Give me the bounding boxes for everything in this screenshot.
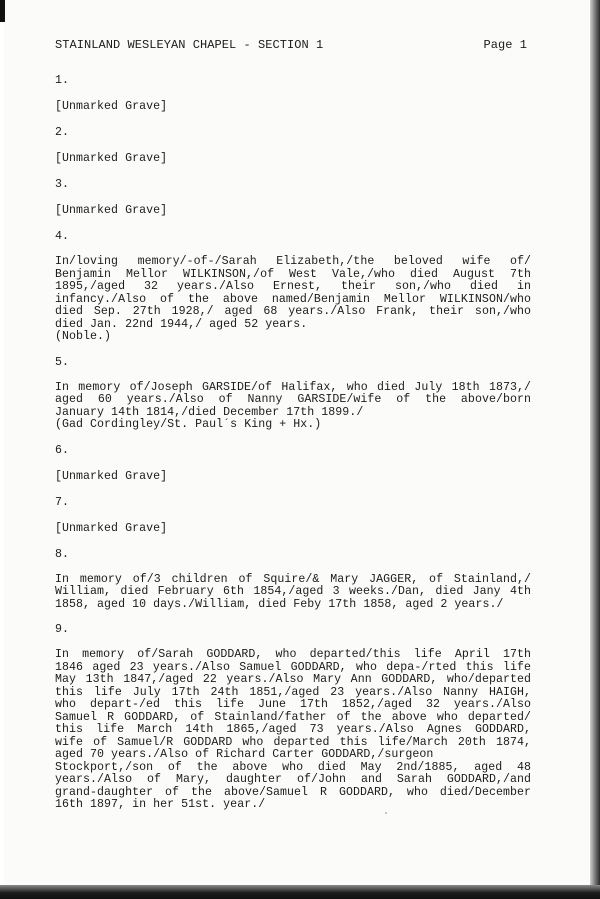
inscription-text bbox=[55, 574, 531, 612]
scan-edge-mark bbox=[0, 0, 5, 22]
inscription-line: May 13th 1847,/aged 22 years./Also Mary Ann GODDARD, who/departed bbox=[55, 673, 531, 686]
inscription-line: Stockport,/son of the above who died May 2nd/1885, aged 48 bbox=[55, 760, 531, 774]
inscription-line: [Unmarked Grave] bbox=[55, 521, 168, 535]
inscription-line: [Unmarked Grave] bbox=[55, 204, 168, 217]
grave-entries bbox=[55, 74, 531, 824]
inscription-text bbox=[55, 256, 531, 344]
inscription-line: died Sep. 27th 1928,/ aged 68 years./Also Frank, their son,/who bbox=[55, 305, 531, 318]
inscription-line: this life March 14th 1865,/aged 73 years./Also Agnes GODDARD, bbox=[55, 723, 531, 736]
inscription-line: grand-daughter of the above/Samuel R GODDARD, who died/December bbox=[55, 785, 531, 799]
inscription-text bbox=[55, 470, 531, 484]
inscription-line: William, died February 6th 1854,/aged 3 weeks./Dan, died Jany 4th bbox=[55, 585, 531, 598]
document-title: STAINLAND WESLEYAN CHAPEL - SECTION 1 bbox=[55, 38, 324, 52]
inscription-line: aged 60 years./Also of Nanny GARSIDE/wife of the above/born bbox=[55, 393, 531, 406]
entry-number: 9. bbox=[55, 623, 70, 636]
entry-number: 4. bbox=[55, 230, 70, 243]
inscription-line: Benjamin Mellor WILKINSON,/of West Vale,/who died August 7th bbox=[55, 267, 531, 281]
inscription-line: infancy./Also of the above named/Benjamin Mellor WILKINSON/who bbox=[55, 292, 531, 306]
right-scan-shadow bbox=[590, 0, 600, 899]
inscription-line: In memory of/Sarah GODDARD, who departed/this life April 17th bbox=[55, 648, 531, 661]
inscription-line: wife of Samuel/R GODDARD who departed this life/March 20th 1874, bbox=[55, 735, 531, 749]
inscription-line: died Jan. 22nd 1944,/ aged 52 years. bbox=[55, 317, 308, 331]
entry-number: 1. bbox=[55, 74, 70, 87]
inscription-line: 1895,/aged 32 years./Also Ernest, their son,/who died in bbox=[55, 280, 531, 293]
inscription-text bbox=[55, 649, 531, 812]
inscription-line: In memory of/3 children of Squire/& Mary JAGGER, of Stainland,/ bbox=[55, 572, 531, 586]
inscription-line: Samuel R GODDARD, of Stainland/father of the above who departed/ bbox=[55, 710, 531, 724]
inscription-text bbox=[55, 100, 531, 114]
inscription-line: aged 70 years./Also of Richard Carter GODDARD,/surgeon bbox=[55, 748, 434, 761]
inscription-line: [Unmarked Grave] bbox=[55, 152, 168, 165]
page-number: Page 1 bbox=[483, 38, 527, 52]
inscription-line: (Gad Cordingley/St. Paul´s King + Hx.) bbox=[55, 418, 322, 431]
inscription-text bbox=[55, 522, 531, 536]
inscription-line: In memory of/Joseph GARSIDE/of Halifax, who died July 18th 1873,/ bbox=[55, 380, 531, 394]
page-header bbox=[55, 38, 527, 54]
inscription-line: 16th 1897, in her 51st. year./ bbox=[55, 798, 266, 811]
inscription-line: this life July 17th 24th 1851,/aged 23 years./Also Nanny HAIGH, bbox=[55, 685, 531, 699]
inscription-line: January 14th 1814,/died December 17th 1899./ bbox=[55, 405, 364, 419]
inscription-text bbox=[55, 382, 531, 432]
inscription-line: 1858, aged 10 days./William, died Feby 17th 1858, aged 2 years./ bbox=[55, 597, 504, 611]
bottom-scan-shadow bbox=[0, 885, 600, 899]
inscription-line: (Noble.) bbox=[55, 330, 112, 343]
entry-number: 3. bbox=[55, 178, 70, 191]
inscription-line: years./Also of Mary, daughter of/John and Sarah GODDARD,/and bbox=[55, 773, 531, 786]
inscription-line: [Unmarked Grave] bbox=[55, 100, 168, 113]
left-margin-edge bbox=[0, 0, 4, 899]
inscription-line: In/loving memory/-of-/Sarah Elizabeth,/the beloved wife of/ bbox=[55, 255, 531, 268]
entry-number: 6. bbox=[55, 443, 70, 457]
inscription-line: 1846 aged 23 years./Also Samuel GODDARD, who depa-/rted this life bbox=[55, 660, 531, 674]
entry-number: 5. bbox=[55, 355, 70, 369]
inscription-text bbox=[55, 204, 531, 218]
entry-number: 2. bbox=[55, 126, 70, 139]
entry-number: 7. bbox=[55, 495, 70, 509]
inscription-line: who depart-/ed this life June 17th 1852,/aged 32 years./Also bbox=[55, 698, 531, 711]
entry-number: 8. bbox=[55, 547, 70, 561]
inscription-text bbox=[55, 152, 531, 166]
inscription-line: [Unmarked Grave] bbox=[55, 469, 168, 483]
